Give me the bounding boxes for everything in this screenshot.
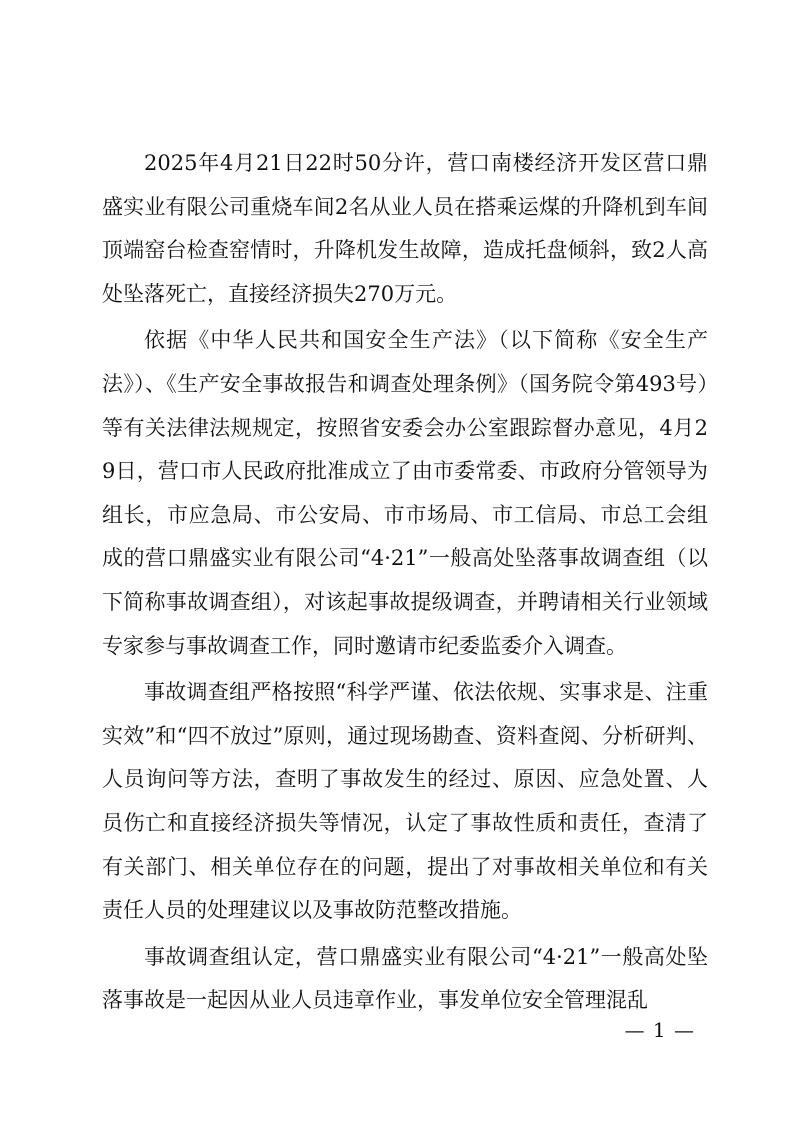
paragraph-incident-summary: 2025年4月21日22时50分许，营口南楼经济开发区营口鼎盛实业有限公司重烧车间2名从业人员在搭乘运煤的升降机到车间顶端窑台检查窑情时，升降机发生故障，造成托盘倾斜，致2人高处坠落死亡，直接经济损失270万元。 [102,151,708,306]
paragraph-investigation-conclusion: 事故调查组认定，营口鼎盛实业有限公司“4·21”一般高处坠落事故是一起因从业人员违章作业，事发单位安全管理混乱 [102,944,708,1013]
page-number: — 1 — [624,1018,695,1042]
document-body [102,142,708,1026]
paragraph-legal-basis: 依据《中华人民共和国安全生产法》（以下简称《安全生产法》）、《生产安全事故报告和调查处理条例》（国务院令第493号）等有关法律法规规定，按照省安委会办公室跟踪督办意见，4月29日，营口市人民政府批准成立了由市委常委、市政府分管领导为组长，市应急局、市公安局、市市场局、市工信局、市总工会组成的营口鼎盛实业有限公司“4·21”一般高处坠落事故调查组（以下简称事故调查组），对该起事故提级调查，并聘请相关行业领域专家参与事故调查工作，同时邀请市纪委监委介入调查。 [102,328,708,658]
paragraph-investigation-process: 事故调查组严格按照“科学严谨、依法依规、实事求是、注重实效”和“四不放过”原则，通过现场勘查、资料查阅、分析研判、人员询问等方法，查明了事故发生的经过、原因、应急处置、人员伤亡和直接经济损失等情况，认定了事故性质和责任，查清了有关部门、相关单位存在的问题，提出了对事故相关单位和有关责任人员的处理建议以及事故防范整改措施。 [102,680,708,923]
